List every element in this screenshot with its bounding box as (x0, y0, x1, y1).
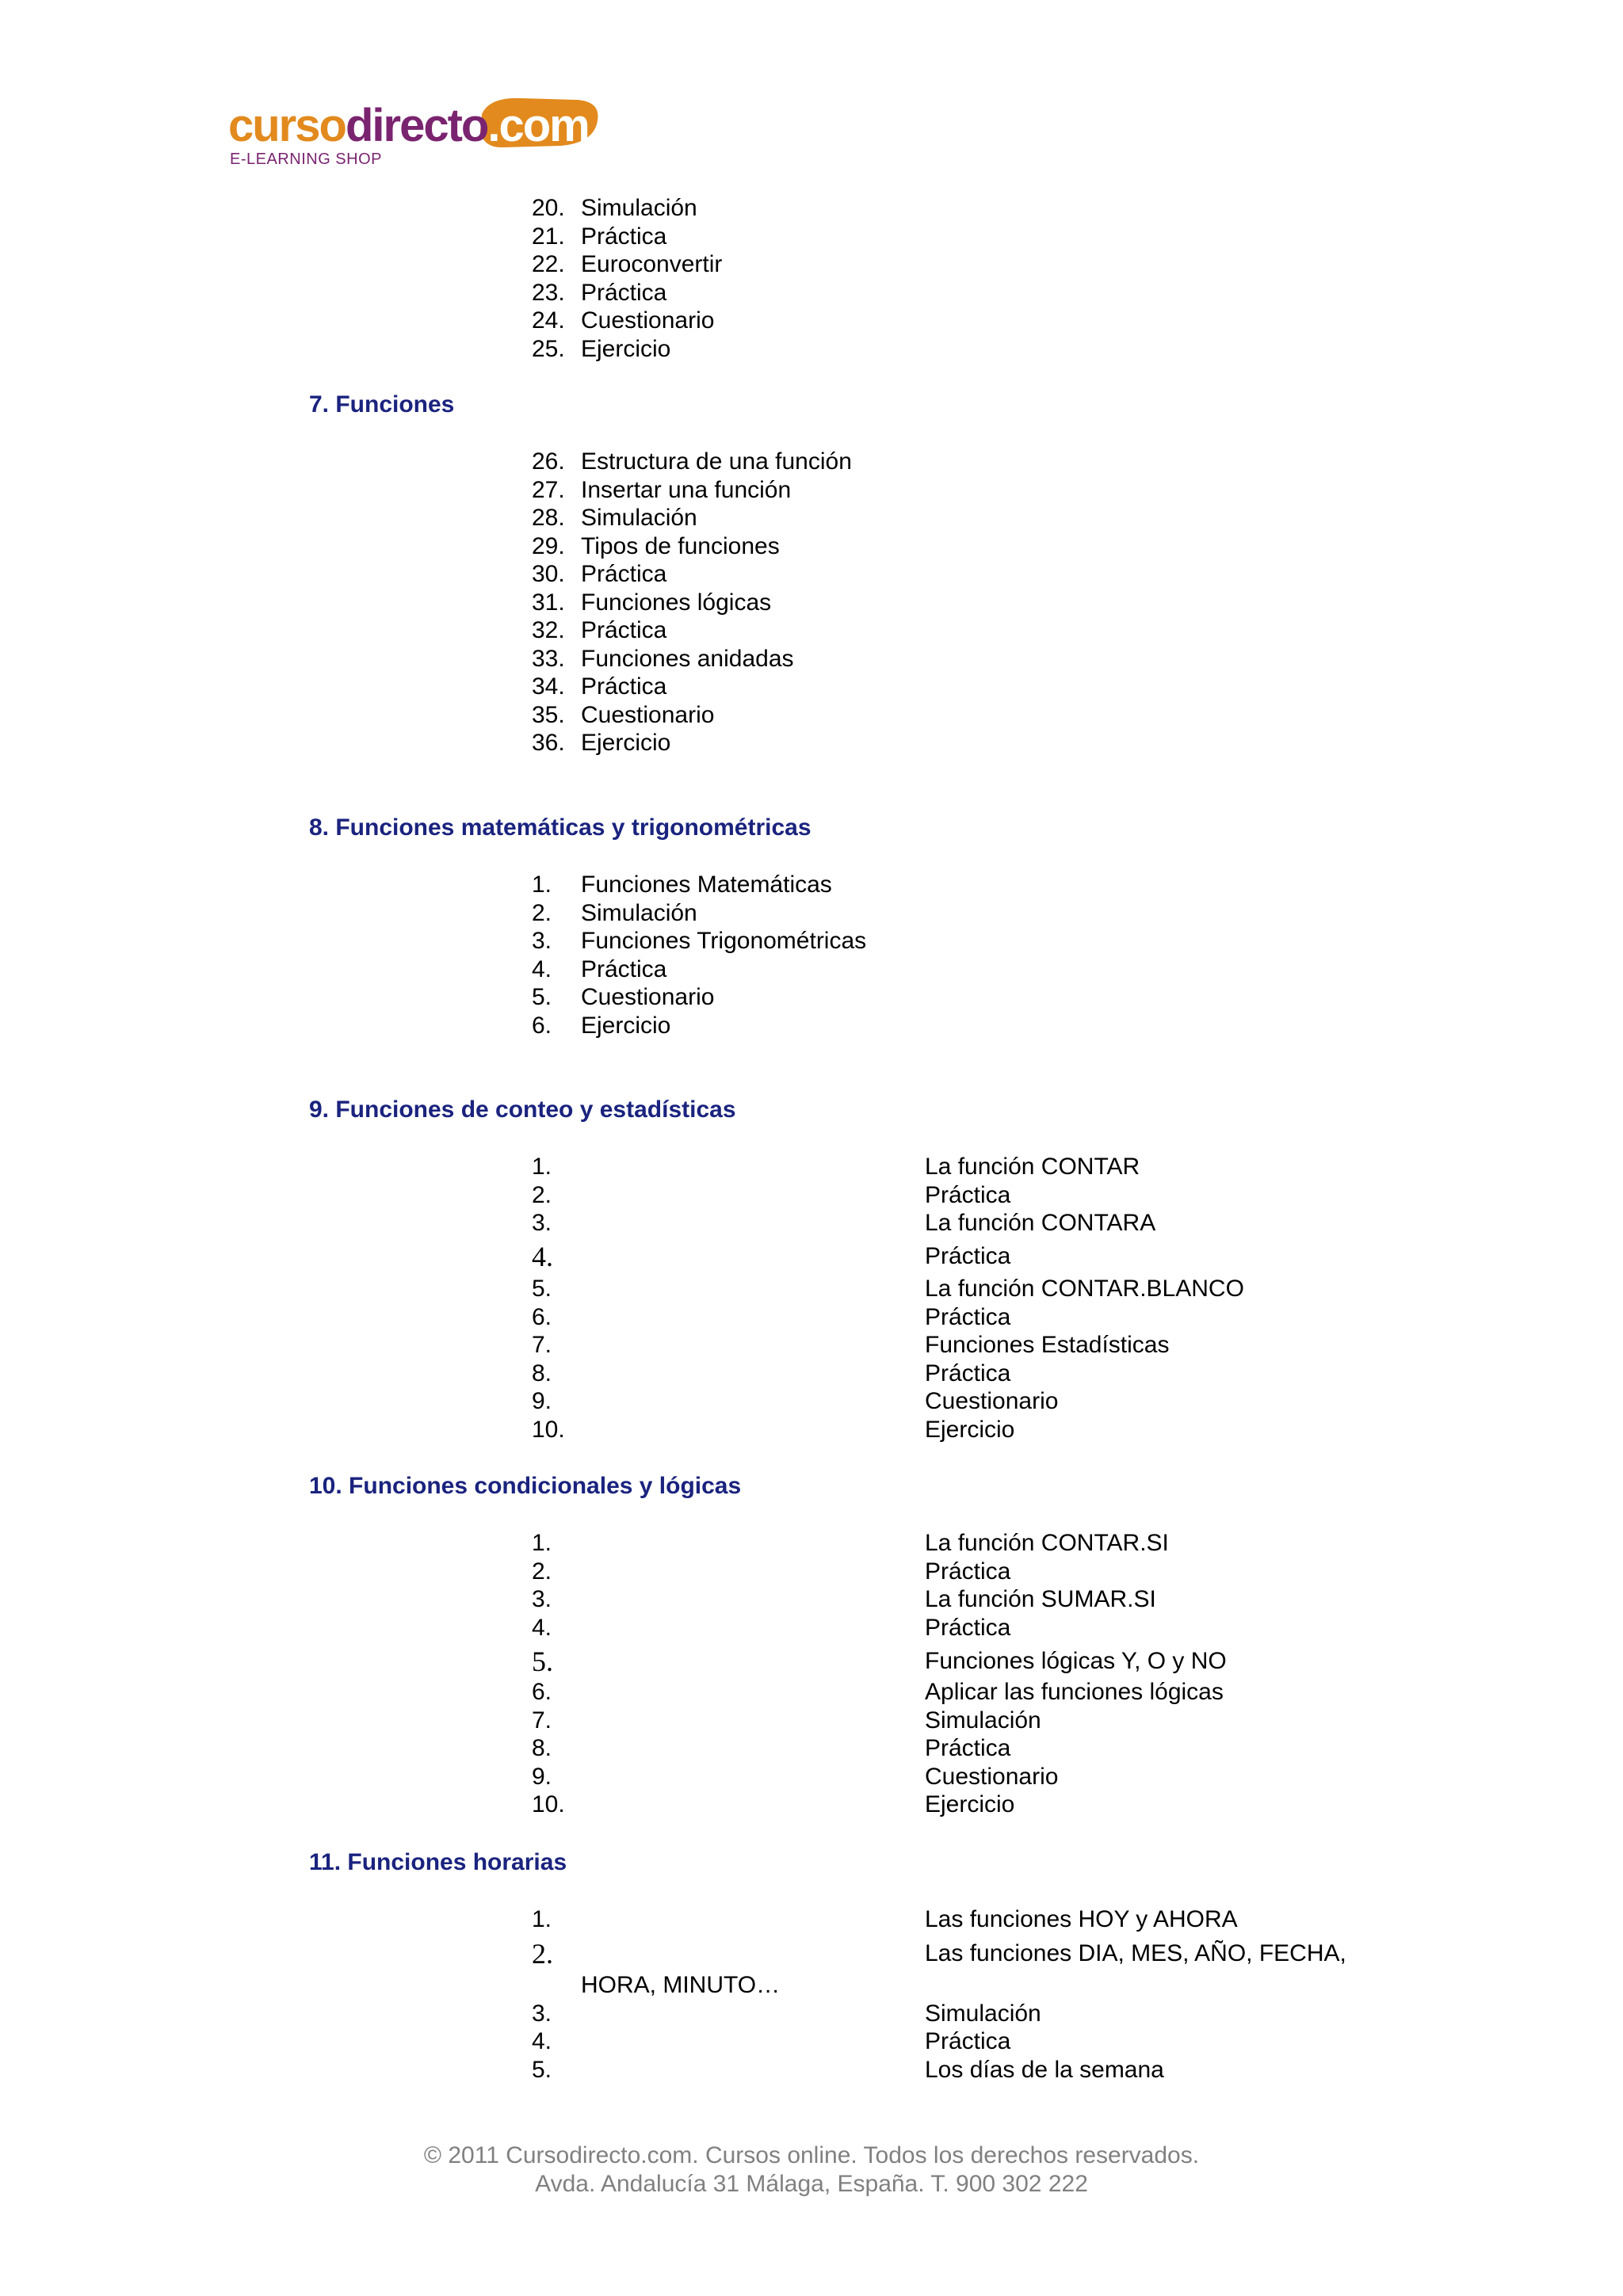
list-item-continuation (0, 1971, 1623, 2000)
section-heading-10: 10. Funciones condicionales y lógicas (309, 1473, 742, 1499)
list-item (0, 194, 1623, 223)
item-text: Las funciones HOY y AHORA (925, 1906, 1238, 1932)
item-number: 6. (532, 1304, 552, 1330)
list-item (0, 1734, 1623, 1763)
list-item (0, 307, 1623, 335)
item-text: Práctica (581, 280, 667, 306)
item-text: Práctica (925, 1243, 1011, 1269)
list-item (0, 1387, 1623, 1416)
item-text: Aplicar las funciones lógicas (925, 1679, 1224, 1705)
item-text: Práctica (581, 223, 667, 250)
item-text: Práctica (925, 2028, 1011, 2054)
list-item (0, 335, 1623, 364)
list-item (0, 1242, 1623, 1271)
item-text: Cuestionario (581, 984, 715, 1010)
item-number: 24. (532, 307, 565, 334)
logo (228, 97, 609, 176)
item-number: 4. (532, 2028, 552, 2054)
item-text: Funciones Estadísticas (925, 1332, 1170, 1358)
item-text: Práctica (581, 673, 667, 700)
item-number: 27. (532, 477, 565, 503)
svg-text:cursodirecto.com (228, 100, 589, 151)
footer-copyright: © 2011 Cursodirecto.com. Cursos online. Todos los derechos reservados. (423, 2142, 1200, 2168)
item-text: Ejercicio (581, 336, 671, 362)
list-item (0, 1012, 1623, 1040)
item-number: 20. (532, 195, 565, 221)
item-text: Simulación (925, 1707, 1041, 1733)
item-text: HORA, MINUTO… (581, 1972, 781, 1998)
item-text: Ejercicio (581, 730, 671, 756)
list-item (0, 729, 1623, 757)
list-item (0, 1303, 1623, 1332)
item-number: 1. (532, 871, 552, 898)
item-number: 2. (532, 900, 552, 926)
item-number: 5. (532, 2057, 552, 2083)
logo-graphic (228, 97, 609, 152)
item-number: 6. (532, 1679, 552, 1705)
item-number: 8. (532, 1735, 552, 1761)
list-item (0, 1529, 1623, 1558)
item-text: Funciones lógicas Y, O y NO (925, 1648, 1227, 1674)
item-number: 4. (532, 956, 552, 982)
item-number: 4. (532, 1241, 553, 1272)
item-text: Simulación (581, 195, 697, 221)
item-text: La función CONTAR.BLANCO (925, 1276, 1244, 1302)
list-item (0, 1275, 1623, 1303)
item-text: Práctica (925, 1558, 1011, 1585)
item-number: 9. (532, 1764, 552, 1790)
item-text: Funciones anidadas (581, 646, 794, 672)
item-number: 22. (532, 251, 565, 277)
item-text: Insertar una función (581, 477, 792, 503)
item-text: Ejercicio (925, 1791, 1015, 1817)
item-number: 34. (532, 673, 565, 700)
section-heading-7: 7. Funciones (309, 391, 455, 418)
item-text: La función CONTAR.SI (925, 1530, 1169, 1556)
item-number: 7. (532, 1707, 552, 1733)
section-heading-8: 8. Funciones matemáticas y trigonométricas (309, 814, 812, 841)
item-text: Práctica (925, 1735, 1011, 1761)
list-item (0, 1791, 1623, 1819)
list-item (0, 899, 1623, 928)
list-item (0, 1558, 1623, 1586)
list-item (0, 1331, 1623, 1360)
section-heading-9: 9. Funciones de conteo y estadísticas (309, 1097, 736, 1123)
list-item (0, 504, 1623, 532)
item-number: 5. (532, 1646, 553, 1677)
list-item (0, 1647, 1623, 1676)
list-item (0, 871, 1623, 899)
list-item (0, 1209, 1623, 1238)
item-text: Cuestionario (581, 307, 715, 334)
item-number: 3. (532, 928, 552, 954)
item-number: 5. (532, 1276, 552, 1302)
item-number: 10. (532, 1791, 565, 1817)
item-text: Simulación (581, 505, 697, 531)
item-text: Tipos de funciones (581, 533, 780, 559)
list-item (0, 1181, 1623, 1210)
list-item (0, 1416, 1623, 1444)
list-item (0, 1905, 1623, 1934)
item-text: Práctica (925, 1304, 1011, 1330)
list-item (0, 983, 1623, 1012)
list-item (0, 223, 1623, 251)
item-text: La función CONTARA (925, 1210, 1156, 1236)
item-text: Funciones Matemáticas (581, 871, 832, 898)
item-text: Los días de la semana (925, 2057, 1164, 2083)
item-number: 28. (532, 505, 565, 531)
item-text: Simulación (581, 900, 697, 926)
list-item (0, 2056, 1623, 2084)
list-item (0, 476, 1623, 505)
item-number: 6. (532, 1013, 552, 1039)
list-item (0, 1678, 1623, 1707)
item-text: Práctica (925, 1615, 1011, 1641)
list-item (0, 673, 1623, 701)
list-item (0, 1585, 1623, 1614)
logo-directo: directo (345, 100, 488, 151)
item-number: 4. (532, 1615, 552, 1641)
item-number: 7. (532, 1332, 552, 1358)
list-item (0, 279, 1623, 307)
item-number: 10. (532, 1417, 565, 1443)
footer-address: Avda. Andalucía 31 Málaga, España. T. 900 302 222 (535, 2171, 1088, 2197)
list-item (0, 589, 1623, 617)
item-text: Cuestionario (925, 1388, 1059, 1414)
section-heading-11: 11. Funciones horarias (309, 1849, 567, 1875)
item-number: 3. (532, 1210, 552, 1236)
item-text: Práctica (925, 1182, 1011, 1208)
list-item (0, 250, 1623, 279)
list-item (0, 2027, 1623, 2056)
item-text: Estructura de una función (581, 448, 852, 475)
logo-curso: curso (228, 100, 346, 151)
item-text: Práctica (581, 561, 667, 587)
item-text: Práctica (925, 1360, 1011, 1386)
item-number: 36. (532, 730, 565, 756)
item-number: 2. (532, 1558, 552, 1585)
item-text: La función CONTAR (925, 1154, 1140, 1180)
item-number: 23. (532, 280, 565, 306)
item-number: 25. (532, 336, 565, 362)
list-item (0, 560, 1623, 589)
logo-tagline: E-LEARNING SHOP (230, 151, 382, 168)
item-number: 1. (532, 1154, 552, 1180)
item-text: La función SUMAR.SI (925, 1586, 1156, 1612)
item-text: Cuestionario (581, 702, 715, 728)
item-text: Funciones Trigonométricas (581, 928, 867, 954)
logo-dotcom: .com (487, 100, 589, 151)
item-text: Ejercicio (925, 1417, 1015, 1443)
list-item (0, 1939, 1623, 1968)
item-text: Euroconvertir (581, 251, 723, 277)
item-number: 33. (532, 646, 565, 672)
list-item (0, 532, 1623, 561)
item-number: 32. (532, 617, 565, 643)
list-item (0, 1360, 1623, 1388)
item-text: Práctica (581, 956, 667, 982)
item-number: 26. (532, 448, 565, 475)
list-item (0, 1153, 1623, 1181)
item-number: 2. (532, 1182, 552, 1208)
item-number: 3. (532, 2000, 552, 2027)
item-number: 9. (532, 1388, 552, 1414)
item-number: 8. (532, 1360, 552, 1386)
list-item (0, 616, 1623, 645)
item-text: Simulación (925, 2000, 1041, 2027)
item-text: Funciones lógicas (581, 589, 772, 616)
list-item (0, 927, 1623, 955)
list-item (0, 448, 1623, 476)
list-item (0, 2000, 1623, 2028)
item-number: 21. (532, 223, 565, 250)
list-item (0, 1763, 1623, 1791)
list-item (0, 701, 1623, 730)
item-number: 29. (532, 533, 565, 559)
item-number: 1. (532, 1906, 552, 1932)
item-number: 31. (532, 589, 565, 616)
list-item (0, 645, 1623, 673)
list-item (0, 1707, 1623, 1735)
item-text: Ejercicio (581, 1013, 671, 1039)
item-text: Las funciones DIA, MES, AÑO, FECHA, (925, 1940, 1346, 1966)
list-item (0, 1614, 1623, 1642)
item-number: 3. (532, 1586, 552, 1612)
item-text: Práctica (581, 617, 667, 643)
item-number: 35. (532, 702, 565, 728)
item-number: 2. (532, 1938, 553, 1970)
item-number: 5. (532, 984, 552, 1010)
list-item (0, 955, 1623, 984)
item-number: 30. (532, 561, 565, 587)
item-text: Cuestionario (925, 1764, 1059, 1790)
item-number: 1. (532, 1530, 552, 1556)
